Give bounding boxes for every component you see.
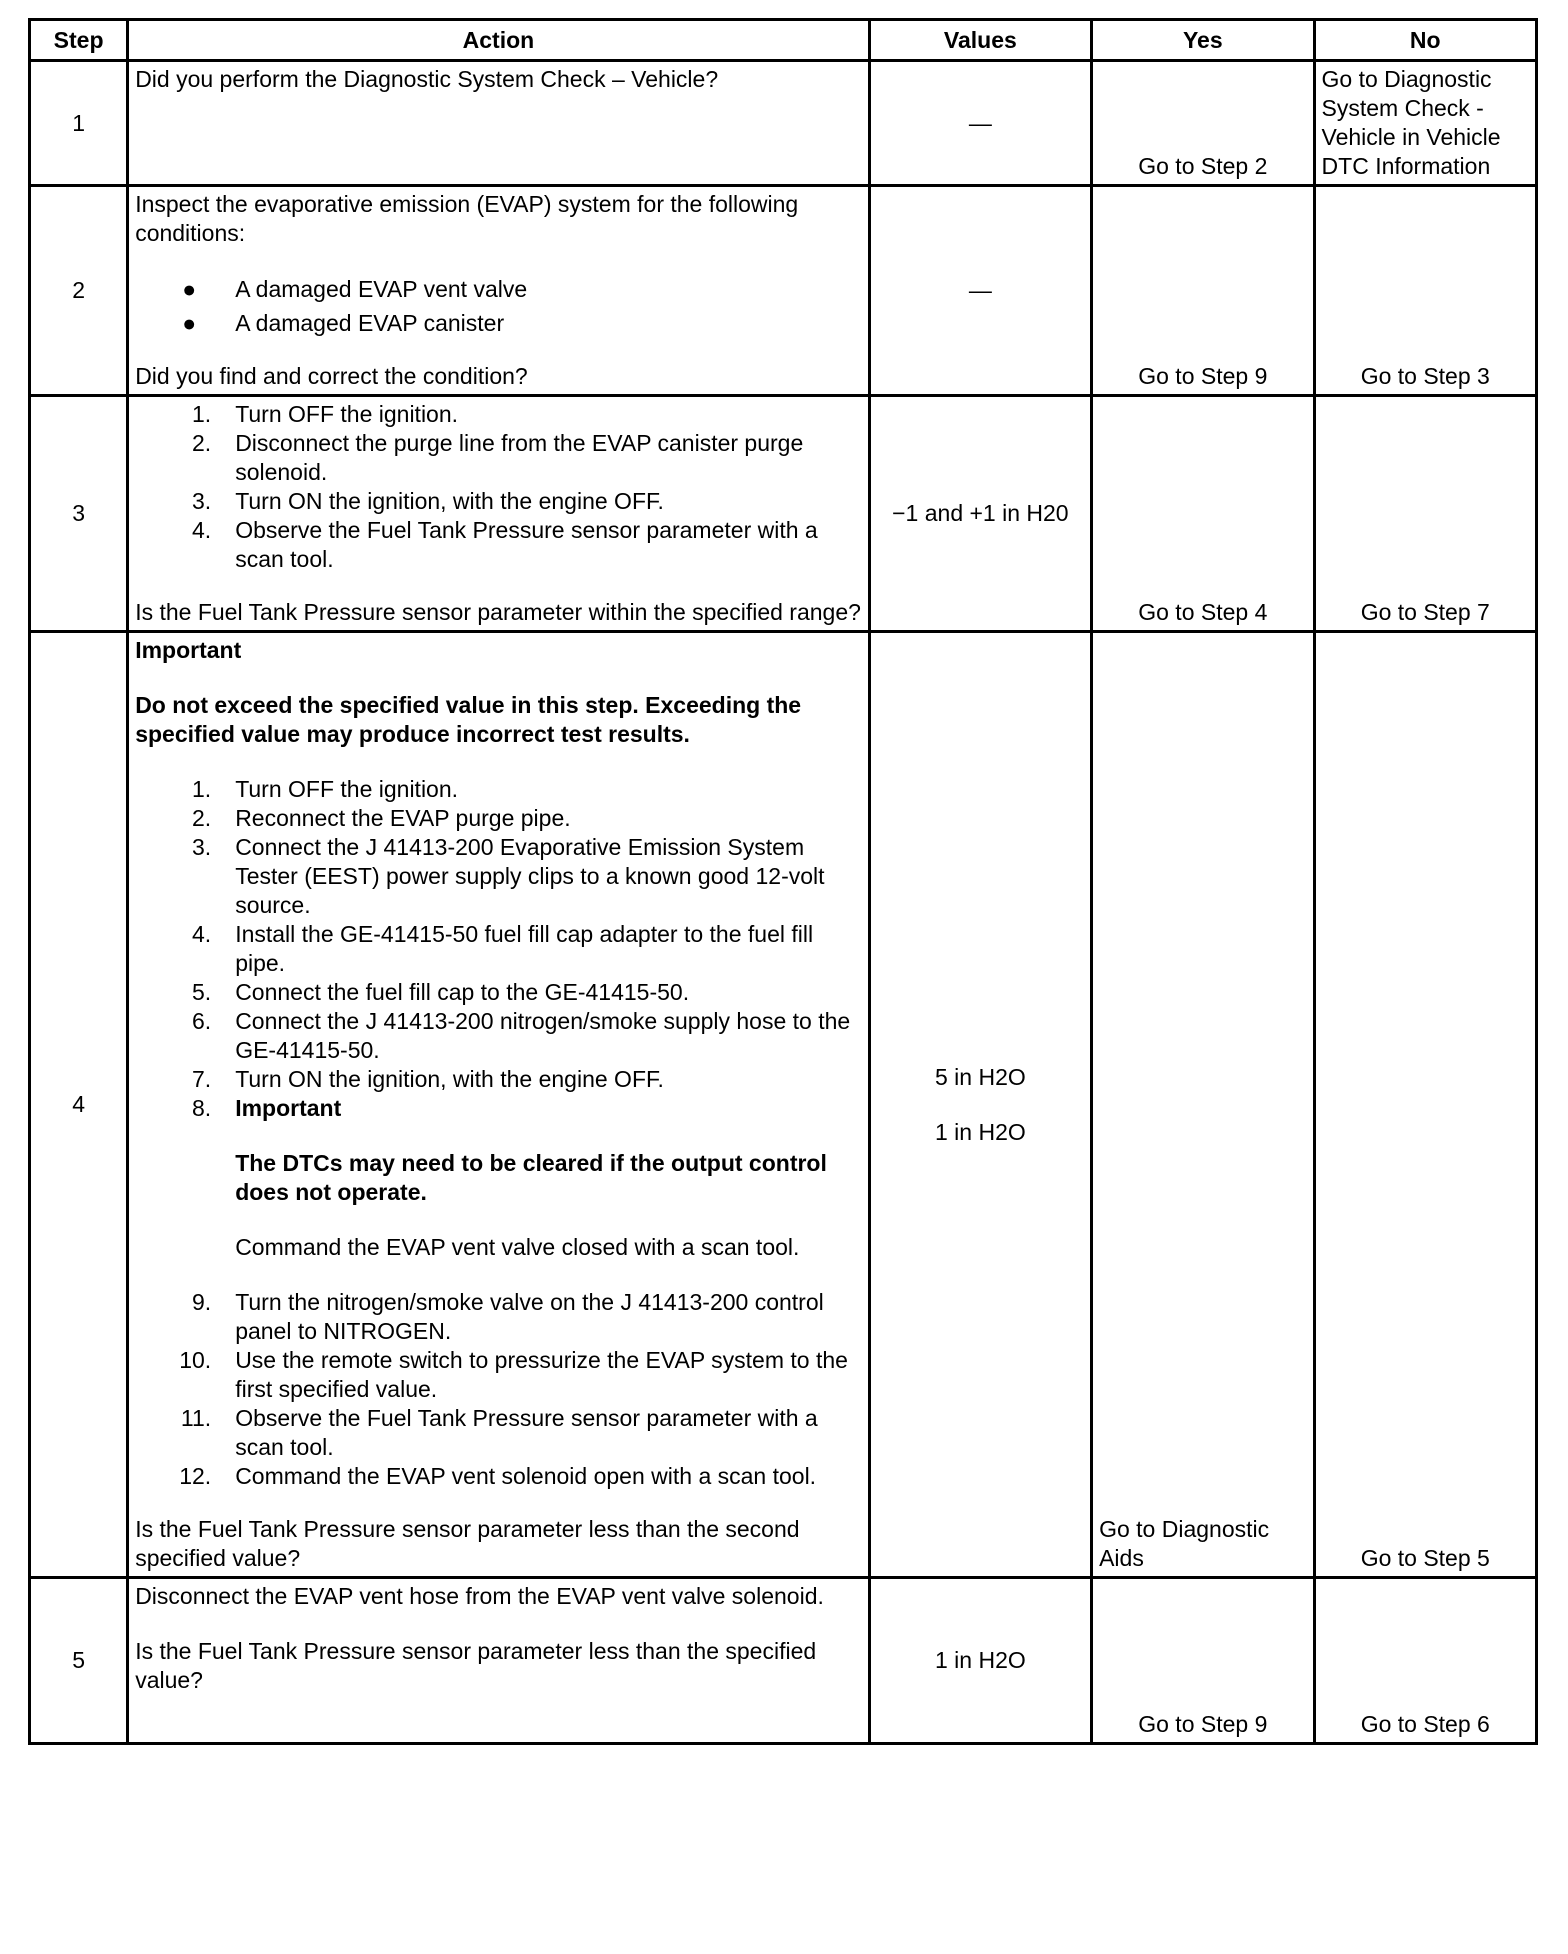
action-cell	[128, 396, 869, 632]
header-values: Values	[869, 20, 1091, 61]
header-step: Step	[30, 20, 128, 61]
values-cell	[869, 632, 1091, 1578]
list-item: 1. Turn OFF the ignition.	[192, 776, 459, 802]
header-action: Action	[128, 20, 869, 61]
first-value: 5 in H2O	[934, 1063, 1026, 1090]
action-cell	[128, 632, 869, 1578]
item-8-note: The DTCs may need to be cleared if the output control does not operate.	[235, 1150, 827, 1205]
table-row	[30, 61, 1537, 186]
list-item: 4. Observe the Fuel Tank Pressure sensor parameter with a scan tool.	[192, 517, 818, 572]
procedure-list-continued	[135, 1288, 861, 1491]
action-cell	[128, 61, 869, 186]
step-number: 3	[30, 396, 128, 632]
step-number: 4	[30, 632, 128, 1578]
bullet-icon: ●	[182, 276, 197, 302]
important-title: Important	[135, 637, 242, 663]
procedure-list	[135, 400, 861, 574]
action-question: Is the Fuel Tank Pressure sensor parameter less than the second specified value?	[135, 1516, 800, 1571]
yes-cell: Go to Diagnostic Aids	[1092, 632, 1314, 1578]
values-cell: −1 and +1 in H20	[869, 396, 1091, 632]
action-question: Did you find and correct the condition?	[135, 363, 528, 389]
no-cell: Go to Diagnostic System Check - Vehicle in Vehicle DTC Information	[1314, 61, 1536, 186]
action-cell	[128, 186, 869, 396]
diagnostic-table	[28, 18, 1538, 1745]
action-intro: Disconnect the EVAP vent hose from the EVAP vent valve solenoid.	[135, 1583, 824, 1609]
action-question: Is the Fuel Tank Pressure sensor parameter within the specified range?	[135, 599, 861, 625]
no-cell: Go to Step 5	[1314, 632, 1536, 1578]
no-cell: Go to Step 7	[1314, 396, 1536, 632]
table-row	[30, 396, 1537, 632]
table-row	[30, 632, 1537, 1578]
header-no: No	[1314, 20, 1536, 61]
list-item: 5. Connect the fuel fill cap to the GE-41415-50.	[192, 979, 690, 1005]
list-item: 4. Install the GE-41415-50 fuel fill cap adapter to the fuel fill pipe.	[192, 921, 814, 976]
action-question: Is the Fuel Tank Pressure sensor parameter less than the specified value?	[135, 1638, 817, 1693]
list-item: 9. Turn the nitrogen/smoke valve on the J 41413-200 control panel to NITROGEN.	[192, 1289, 824, 1344]
action-cell	[128, 1578, 869, 1744]
list-item: 7. Turn ON the ignition, with the engine OFF.	[192, 1066, 664, 1092]
yes-cell: Go to Step 2	[1092, 61, 1314, 186]
list-item: ● A damaged EVAP vent valve	[135, 272, 861, 306]
list-item: 12. Command the EVAP vent solenoid open with a scan tool.	[179, 1463, 817, 1489]
no-cell: Go to Step 3	[1314, 186, 1536, 396]
procedure-list	[135, 775, 861, 1123]
no-cell: Go to Step 6	[1314, 1578, 1536, 1744]
list-item: 2. Reconnect the EVAP purge pipe.	[192, 805, 571, 831]
action-text: Did you perform the Diagnostic System Check – Vehicle?	[135, 66, 719, 92]
yes-cell: Go to Step 9	[1092, 1578, 1314, 1744]
action-intro: Inspect the evaporative emission (EVAP) system for the following conditions:	[135, 191, 799, 246]
header-yes: Yes	[1092, 20, 1314, 61]
step-number: 1	[30, 61, 128, 186]
list-item: 2. Disconnect the purge line from the EVAP canister purge solenoid.	[192, 430, 804, 485]
list-item: 3. Turn ON the ignition, with the engine OFF.	[192, 488, 664, 514]
table-row	[30, 186, 1537, 396]
list-item: 11. Observe the Fuel Tank Pressure sensor parameter with a scan tool.	[180, 1405, 818, 1460]
values-cell: —	[869, 186, 1091, 396]
yes-cell: Go to Step 4	[1092, 396, 1314, 632]
list-item: 6. Connect the J 41413-200 nitrogen/smoke supply hose to the GE-41415-50.	[192, 1008, 851, 1063]
condition-list	[135, 272, 861, 340]
values-cell: 1 in H2O	[869, 1578, 1091, 1744]
list-item: 10. Use the remote switch to pressurize the EVAP system to the first specified value.	[179, 1347, 848, 1402]
list-item: ● A damaged EVAP canister	[135, 306, 861, 340]
step-number: 5	[30, 1578, 128, 1744]
step-number: 2	[30, 186, 128, 396]
header-row	[30, 20, 1537, 61]
list-item: 3. Connect the J 41413-200 Evaporative Emission System Tester (EEST) power supply clips to a known good 12-volt source.	[192, 834, 825, 918]
item-8-text: Command the EVAP vent valve closed with a scan tool.	[235, 1234, 800, 1260]
list-item: 1. Turn OFF the ignition.	[192, 401, 459, 427]
yes-cell: Go to Step 9	[1092, 186, 1314, 396]
bullet-icon: ●	[182, 310, 197, 336]
list-item: 8. Important	[192, 1095, 342, 1121]
second-value: 1 in H2O	[934, 1118, 1026, 1145]
table-row	[30, 1578, 1537, 1744]
important-text: Do not exceed the specified value in this step. Exceeding the specified value may produce incorrect test results.	[135, 692, 802, 747]
values-cell: —	[869, 61, 1091, 186]
